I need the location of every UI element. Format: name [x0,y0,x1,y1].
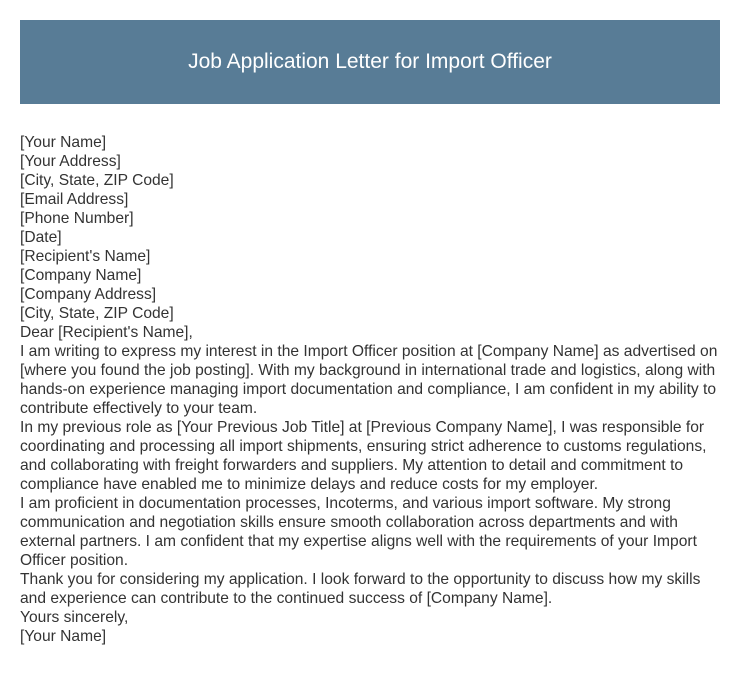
sender-phone: [Phone Number] [20,210,134,227]
sender-name: [Your Name] [20,134,107,151]
recipient-company-address: [Company Address] [20,286,157,303]
page-title: Job Application Letter for Import Officer [188,50,552,73]
paragraph-closing: Thank you for considering my application. I look forward to the opportunity to discuss how my skills and experience can contribute to the continued success of [Company Name]. [20,571,701,607]
signature: [Your Name] [20,628,107,645]
recipient-city-state-zip: [City, State, ZIP Code] [20,305,174,322]
paragraph-experience: In my previous role as [Your Previous Job Title] at [Previous Company Name], I was responsible for coordinating and processing all import shipments, ensuring strict adherence to customs regulations, and collaborating with freight forwarders and suppliers. My attention to detail and commitment to compliance have enabled me to minimize delays and reduce costs for my employer. [20,419,707,493]
letter-date: [Date] [20,229,62,246]
salutation: Dear [Recipient's Name], [20,324,193,341]
letter-body [20,133,724,646]
paragraph-intro: I am writing to express my interest in the Import Officer position at [Company Name] as advertised on [where you found the job posting]. With my background in international trade and logistics, along with hands-on experience managing import documentation and compliance, I am confident in my ability to contribute effectively to your team. [20,343,718,417]
title-banner [20,20,720,104]
paragraph-skills: I am proficient in documentation processes, Incoterms, and various import software. My strong communication and negotiation skills ensure smooth collaboration across departments and with external partners. I am confident that my expertise aligns well with the requirements of your Import Officer position. [20,495,697,569]
recipient-company: [Company Name] [20,267,142,284]
sender-email: [Email Address] [20,191,129,208]
recipient-name: [Recipient's Name] [20,248,151,265]
closing: Yours sincerely, [20,609,129,626]
sender-address: [Your Address] [20,153,121,170]
sender-city-state-zip: [City, State, ZIP Code] [20,172,174,189]
